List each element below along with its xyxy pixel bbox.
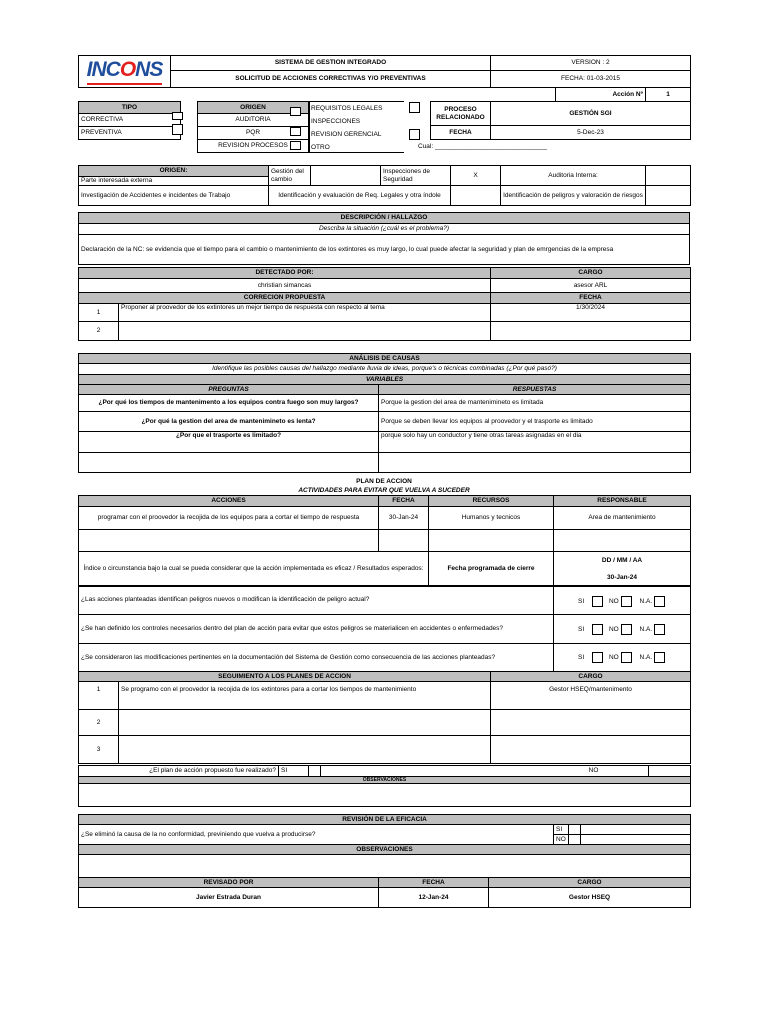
table-row (79, 432, 691, 453)
seguimiento-number: 2 (79, 710, 119, 736)
logo: INCONS (79, 56, 171, 88)
indice-text: Índice o circunstancia bajo la cual se pueda considerar que la acción implementada es eficaz / Resultados esperados: (79, 552, 429, 587)
origen-revision-procesos: REVISION PROCESOS (198, 140, 309, 153)
origen2-x-mark: X (451, 166, 501, 186)
causa-respuesta: Porque se deben llevar los equipos al proovedor y el trasporte es limitado (379, 412, 691, 432)
no-label: NO (608, 598, 619, 606)
detectado-name: christian simancas (79, 279, 491, 293)
check-row-2 (578, 624, 665, 635)
revision-procesos-checkbox[interactable] (290, 141, 301, 150)
eficacia-si-label: SI (554, 825, 569, 835)
seguimiento-cargo-label: CARGO (491, 672, 691, 682)
origen-label: ORIGEN (198, 102, 309, 114)
proceso-label: PROCESO RELACIONADO (431, 102, 491, 126)
detectado-table (78, 267, 691, 341)
origen2-investigacion: Investigación de Accidentes e incidentes de Trabajo (79, 186, 269, 206)
realizado-si-checkbox[interactable] (309, 766, 321, 777)
plan-table (78, 495, 691, 552)
preventiva-checkbox[interactable] (172, 124, 183, 135)
seguimiento-observaciones-label: OBSERVACIONES (79, 777, 691, 784)
descripcion-hint: Describa la situación (¿cuál es el problema?) (79, 224, 690, 235)
eficacia-si-checkbox[interactable] (569, 825, 581, 835)
form-date: FECHA: 01-03-2015 (491, 71, 691, 88)
si-checkbox[interactable] (592, 596, 603, 607)
plan-fecha-label: FECHA (379, 496, 429, 507)
causas-hint: Identifique las posibles causas del hallazgo mediante lluvia de ideas, porque's o técnicas combinadas (¿Por qué pasó?) (79, 364, 691, 375)
origen2-auditoria: Auditoria Interna: (501, 166, 646, 186)
requisitos-checkbox[interactable] (409, 102, 420, 113)
table-row (79, 736, 691, 764)
table-row (79, 682, 691, 710)
plan-responsable (554, 530, 691, 552)
plan-recursos: Humanos y tecnicos (429, 507, 554, 530)
version: VERSION : 2 (491, 56, 691, 71)
correccion-label: CORRECION PROPUESTA (79, 293, 491, 304)
causa-respuesta (379, 453, 691, 473)
descripcion-table (78, 212, 690, 265)
plan-acciones-label: ACCIONES (79, 496, 379, 507)
causas-variables: VARIABLES (79, 375, 691, 385)
indice-table (78, 551, 691, 587)
origen-pqr: PQR (198, 127, 309, 140)
eficacia-label: REVISIÓN DE LA EFICACIA (79, 815, 691, 825)
revisado-cargo: Gestor HSEQ (489, 888, 691, 908)
origen2-label: ORIGEN: (79, 166, 269, 177)
causas-label: ANÁLISIS DE CAUSAS (79, 354, 691, 364)
detectado-cargo-label: CARGO (491, 268, 691, 279)
seguimiento-label: SEGUIMIENTO A LOS PLANES DE ACCION (79, 672, 491, 682)
realizado-no-checkbox[interactable] (649, 766, 691, 777)
descripcion-text: Declaración de la NC: se evidencia que el tiempo para el cambio o mantenimiento de los extintores es muy largo, lo cual puede afectar la seguridad y plan de emrgencias de la empresa (79, 235, 690, 265)
origen2-requisitos: Identificación y evaluación de Req. Legales y otra índole (269, 186, 451, 206)
detectado-label: DETECTADO POR: (79, 268, 491, 279)
seguimiento-text (119, 710, 491, 736)
system-title: SISTEMA DE GESTION INTEGRADO (171, 56, 491, 71)
seguimiento-text: Se programo con el proovedor la recojida de los extintores para a cortar los tiempos de mantenimiento (119, 682, 491, 710)
origen-otro: OTRO (311, 144, 330, 151)
header-table (78, 55, 691, 88)
origen2-gestion-cambio: Gestión del cambio (269, 166, 311, 186)
seguimiento-text (119, 736, 491, 764)
eficacia-table (78, 814, 691, 881)
no-label: NO (608, 626, 619, 634)
no-label: NO (608, 654, 619, 662)
plan-fecha: 30-Jan-24 (379, 507, 429, 530)
fecha-programada-label: Fecha programada de cierre (429, 552, 554, 587)
table-row (79, 710, 691, 736)
correccion-row-number: 2 (79, 322, 119, 341)
proceso-fecha: 5-Dec-23 (491, 126, 691, 140)
correccion-row-fecha (491, 322, 691, 341)
na-checkbox[interactable] (654, 596, 665, 607)
si-checkbox[interactable] (592, 624, 603, 635)
realizado-question: ¿El plan de acción propuesto fue realizado? (79, 766, 279, 777)
fecha-programada: 30-Jan-24 (607, 574, 637, 581)
causa-pregunta: ¿Por que el trasporte es limitado? (79, 432, 379, 453)
detectado-cargo: asesor ARL (491, 279, 691, 293)
check-question: ¿Las acciones planteadas identifican peligros nuevos o modifican la identificación de peligro actual? (79, 586, 554, 615)
revisado-cargo-label: CARGO (489, 878, 691, 888)
cual-field: Cual: _______________________________ (418, 143, 548, 150)
table-row (79, 453, 691, 473)
seguimiento-observaciones[interactable] (79, 784, 691, 807)
table-row (79, 304, 691, 322)
proceso-table (430, 101, 691, 140)
proceso-fecha-label: FECHA (431, 126, 491, 140)
no-checkbox[interactable] (621, 652, 632, 663)
realizado-si-label: SI (279, 766, 309, 777)
correccion-row-number: 1 (79, 304, 119, 322)
tipo-correctiva: CORRECTIVA (79, 114, 181, 127)
tipo-preventiva: PREVENTIVA (79, 127, 181, 140)
table-row (79, 395, 691, 412)
origen2-peligros: Identificación de peligros y valoración de riesgos (501, 186, 646, 206)
causa-pregunta: ¿Por qué la gestion del area de mantenimineto es lenta? (79, 412, 379, 432)
realizado-table (78, 765, 691, 807)
causa-respuesta: Porque la gestion del area de mantenimineto es limitada (379, 395, 691, 412)
eficacia-question: ¿Se eliminó la causa de la no conformidad, previniendo que vuelva a producirse? (79, 825, 554, 845)
action-no: 1 (646, 88, 691, 102)
si-label: SI (578, 626, 585, 634)
plan-responsable-label: RESPONSABLE (554, 496, 691, 507)
no-checkbox[interactable] (621, 624, 632, 635)
correccion-fecha-label: FECHA (491, 293, 691, 304)
correctiva-checkbox[interactable] (172, 112, 183, 120)
seguimiento-number: 1 (79, 682, 119, 710)
si-label: SI (578, 598, 585, 606)
seguimiento-number: 3 (79, 736, 119, 764)
plan-sub: ACTIVIDADES PARA EVITAR QUE VUELVA A SUCEDER (298, 487, 470, 494)
dd-mm-aa-label: DD / MM / AA (601, 557, 643, 564)
revision-gerencial-checkbox[interactable] (409, 129, 420, 140)
seguimiento-cargo (491, 736, 691, 764)
origen-revision-gerencial: REVISION GERENCIAL (311, 131, 382, 138)
tipo-label: TIPO (79, 102, 181, 114)
origen2-table (78, 165, 691, 206)
table-row (79, 322, 691, 341)
plan-recursos-label: RECURSOS (429, 496, 554, 507)
origen-requisitos: REQUISITOS LEGALES (311, 105, 383, 112)
revisado-name: Javier Estrada Duran (79, 888, 379, 908)
origen2-inspecciones: Inspecciones de Seguridad (381, 166, 451, 186)
na-label: N.A. (639, 598, 653, 606)
eficacia-no-checkbox[interactable] (569, 835, 581, 845)
action-no-table (555, 87, 691, 102)
proceso-value: GESTIÓN SGI (491, 102, 691, 126)
si-checkbox[interactable] (592, 652, 603, 663)
na-checkbox[interactable] (654, 624, 665, 635)
correccion-row-fecha: 1/30/2024 (491, 304, 691, 322)
plan-responsable: Area de mantenimiento (554, 507, 691, 530)
na-label: N.A. (639, 654, 653, 662)
correccion-row-text: Proponer al proovedor de los extintores un mejor tiempo de respuesta con respecto al tema (119, 304, 491, 322)
pqr-checkbox[interactable] (290, 127, 301, 136)
check-row-3 (578, 652, 665, 663)
plan-fecha (379, 530, 429, 552)
tipo-table (78, 101, 181, 140)
causas-preguntas-label: PREGUNTAS (79, 385, 379, 395)
seguimiento-table (78, 671, 691, 764)
revisado-table (78, 877, 691, 908)
check-question: ¿Se consideraron las modificaciones pertinentes en la documentación del Sistema de Gestión como consecuencia de las acciones planteadas? (79, 644, 554, 673)
revisado-fecha: 12-Jan-24 (379, 888, 489, 908)
causas-respuestas-label: RESPUESTAS (379, 385, 691, 395)
check-question: ¿Se han definido los controles necesarios dentro del plan de acción para evitar que estos peligros se materialicen en accidentes o enfermedades? (79, 615, 554, 644)
auditoria-checkbox[interactable] (290, 107, 301, 116)
revisado-label: REVISADO POR (79, 878, 379, 888)
eficacia-no-label: NO (554, 835, 569, 845)
seguimiento-cargo: Gestor HSEQ/mantenimento (491, 682, 691, 710)
na-checkbox[interactable] (654, 652, 665, 663)
causa-pregunta (79, 453, 379, 473)
table-row (79, 507, 691, 530)
eficacia-observaciones-label: OBSERVACIONES (79, 845, 691, 855)
realizado-no-label: NO (321, 766, 649, 777)
si-label: SI (578, 654, 585, 662)
table-row (79, 530, 691, 552)
check-row-1 (578, 596, 665, 607)
na-label: N.A. (639, 626, 653, 634)
revisado-fecha-label: FECHA (379, 878, 489, 888)
origen2-parte-interesada: Parte interesada externa (79, 177, 269, 186)
origen-right-frame (309, 101, 404, 153)
plan-recursos (429, 530, 554, 552)
plan-accion: programar con el proovedor la recojida de los equipos para a cortar el tiempo de respuesta (79, 507, 379, 530)
plan-accion (79, 530, 379, 552)
origen-inspecciones: INSPECCIONES (311, 118, 361, 125)
causas-table (78, 353, 691, 473)
causa-pregunta: ¿Por qué los tiempos de mantenimento a los equipos contra fuego son muy largos? (79, 395, 379, 412)
correccion-row-text (119, 322, 491, 341)
table-row (79, 412, 691, 432)
causa-respuesta: porque solo hay un conductor y tiene otras tareas asignadas en el dia (379, 432, 691, 453)
origen-auditoria: AUDITORIA (198, 114, 309, 127)
plan-label: PLAN DE ACCION (356, 478, 412, 485)
no-checkbox[interactable] (621, 596, 632, 607)
action-label: Acción Nº (556, 88, 646, 102)
form-title: SOLICITUD DE ACCIONES CORRECTIVAS Y/O PREVENTIVAS (171, 71, 491, 88)
descripcion-label: DESCRIPCIÓN / HALLAZGO (79, 213, 690, 224)
seguimiento-cargo (491, 710, 691, 736)
